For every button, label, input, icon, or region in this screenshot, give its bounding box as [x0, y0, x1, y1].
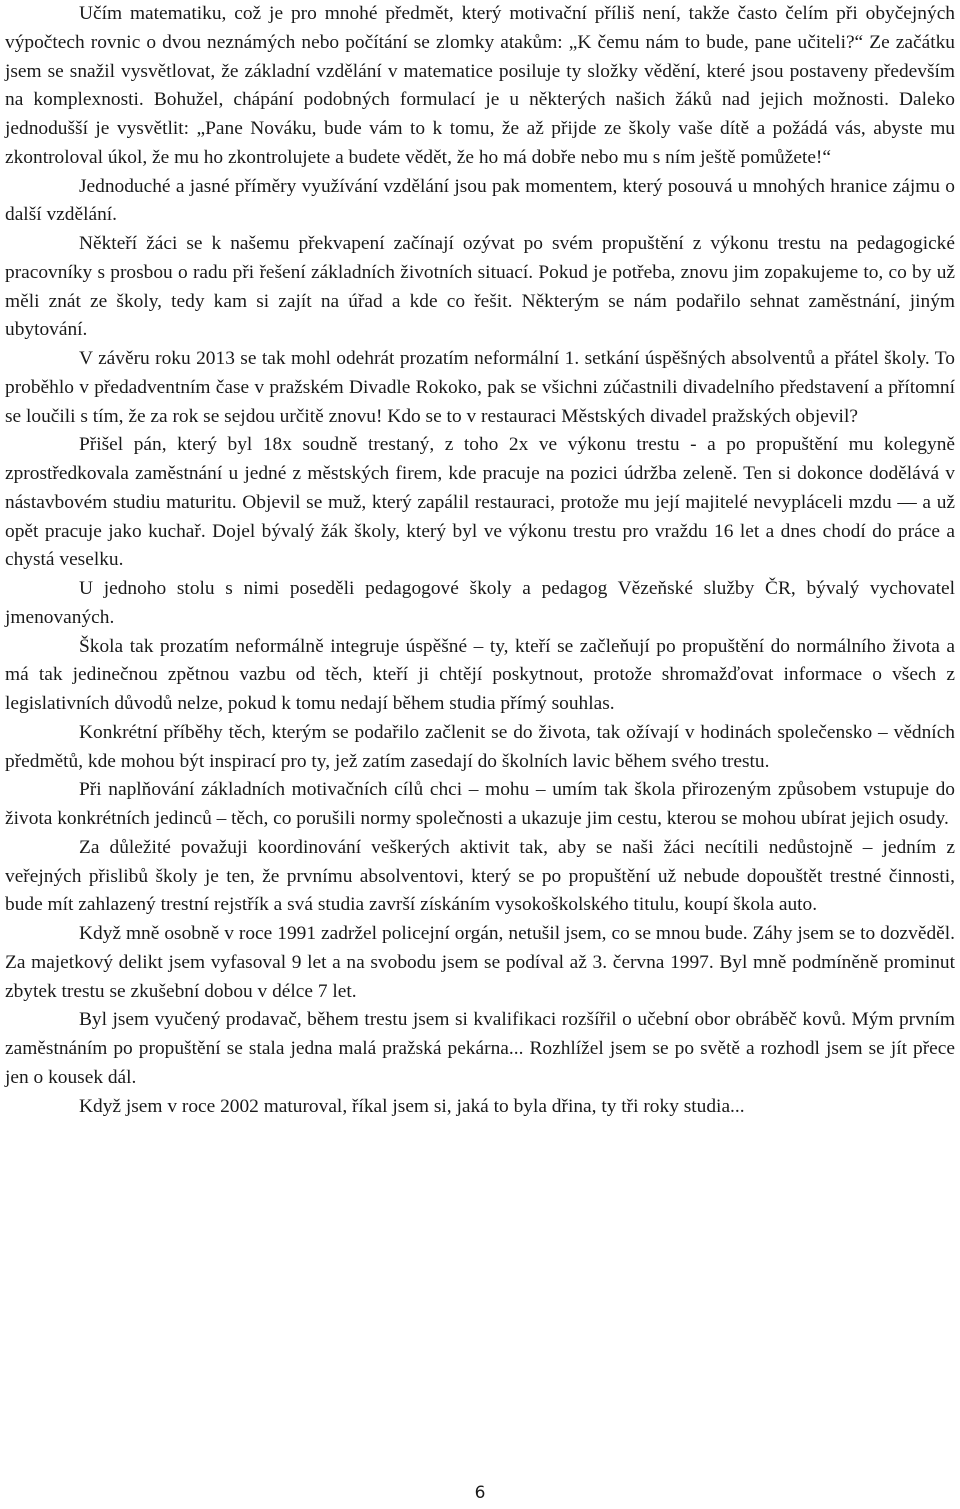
- paragraph: Někteří žáci se k našemu překvapení začínají ozývat po svém propuštění z výkonu trestu na pedagogické pracovníky s prosbou o radu při řešení základních životních situací. Pokud je potřeba, znovu jim zopakujeme to, co by už měli znát ze školy, tedy kam si zajít na úřad a kde co řešit. Některým se nám podařilo sehnat zaměstnání, jiným ubytování.: [5, 233, 955, 341]
- body-text: [5, 0, 955, 1121]
- paragraph: Za důležité považuji koordinování veškerých aktivit tak, aby se naši žáci necítili nedůstojně – jedním z veřejných přislibů školy je ten, že prvnímu absolventovi, který se po propuštění už nebude dopouštět trestné činnosti, bude mít zahlazený trestní rejstřík a svá studia završí získáním vysokoškolského titulu, koupí škola auto.: [5, 836, 955, 916]
- paragraph: Jednoduché a jasné příměry využívání vzdělání jsou pak momentem, který posouvá u mnohých hranice zájmu o další vzdělání.: [5, 175, 955, 226]
- paragraph: Při naplňování základních motivačních cílů chci – mohu – umím tak škola přirozeným způsobem vstupuje do života konkrétních jedinců – těch, co porušili normy společnosti a ukazuje jim cestu, kterou se mohou ubírat jejich osudy.: [5, 779, 955, 829]
- paragraph: Škola tak prozatím neformálně integruje úspěšné – ty, kteří se začleňují po propuštění do normálního života a má tak jedinečnou zpětnou vazbu od těch, kteří ji chtějí poskytnout, protože shromažďovat informace o všech z legislativních důvodů nelze, pokud k tomu nedají během studia přímý souhlas.: [5, 635, 955, 714]
- paragraph: Přišel pán, který byl 18x soudně trestaný, z toho 2x ve výkonu trestu - a po propuštění mu kolegyně zprostředkovala zaměstnání u jedné z městských firem, kde pracuje na pozici údržba zeleně. Ten si dokonce dodělává v nástavbovém studiu maturitu. Objevil se muž, který zapálil restauraci, protože mu její majitelé nevypláceli mzdu — a už opět pracuje jako kuchař. Dojel bývalý žák školy, který byl ve výkonu trestu pro vraždu 16 let a dnes chodí do práce a chystá veselku.: [5, 434, 955, 571]
- paragraph: Když mně osobně v roce 1991 zadržel policejní orgán, netušil jsem, co se mnou bude. Záhy jsem se to dozvěděl. Za majetkový delikt jsem vyfasoval 9 let a na svobodu jsem se podíval až 3. června 1997. Byl mně podmíněně prominut zbytek trestu se zkušební dobou v délce 7 let.: [5, 923, 955, 1002]
- paragraph: Byl jsem vyučený prodavač, během trestu jsem si kvalifikaci rozšířil o učební obor obráběč kovů. Mým prvním zaměstnáním po propuštění se stala jedna malá pražská pekárna... Rozhlížel jsem se po světě a rozhodl jsem se jít přece jen o kousek dál.: [5, 1009, 955, 1088]
- paragraph: Učím matematiku, což je pro mnohé předmět, který motivační příliš není, takže často čelím při obyčejných výpočtech rovnic o dvou neznámých nebo počítání se zlomky atakům: „K čemu nám to bude, pane učiteli?“ Ze začátku jsem se snažil vysvětlovat, že základní vzdělání v matematice posiluje ty složky vědění, které jsou postaveny především na komplexnosti. Bohužel, chápání podobných formulací je u některých našich žáků nad jejich možnosti. Daleko jednodušší je vysvětlit: „Pane Nováku, bude vám to k tomu, že až přijde ze školy vaše dítě a požádá vás, abyste mu zkontroloval úkol, že mu ho zkontrolujete a budete vědět, že ho má dobře nebo mu s ním ještě pomůžete!“: [5, 3, 955, 168]
- paragraph: U jednoho stolu s nimi poseděli pedagogové školy a pedagog Vězeňské služby ČR, bývalý vychovatel jmenovaných.: [5, 578, 955, 628]
- paragraph: Když jsem v roce 2002 maturoval, říkal jsem si, jaká to byla dřina, ty tři roky studia...: [79, 1095, 745, 1117]
- paragraph: Konkrétní příběhy těch, kterým se podařilo začlenit se do života, tak ožívají v hodinách společensko – vědních předmětů, kde mohou být inspirací pro ty, jež zatím zasedají do školních lavic během svého trestu.: [5, 721, 955, 772]
- paragraph: V závěru roku 2013 se tak mohl odehrát prozatím neformální 1. setkání úspěšných absolventů a přátel školy. To proběhlo v předadventním čase v pražském Divadle Rokoko, pak se všichni zúčastnili divadelního představení a přítomní se loučili s tím, že za rok se sejdou určitě znovu! Kdo se to v restauraci Městských divadel pražských objevil?: [5, 348, 955, 427]
- page-number: 6: [474, 1483, 486, 1503]
